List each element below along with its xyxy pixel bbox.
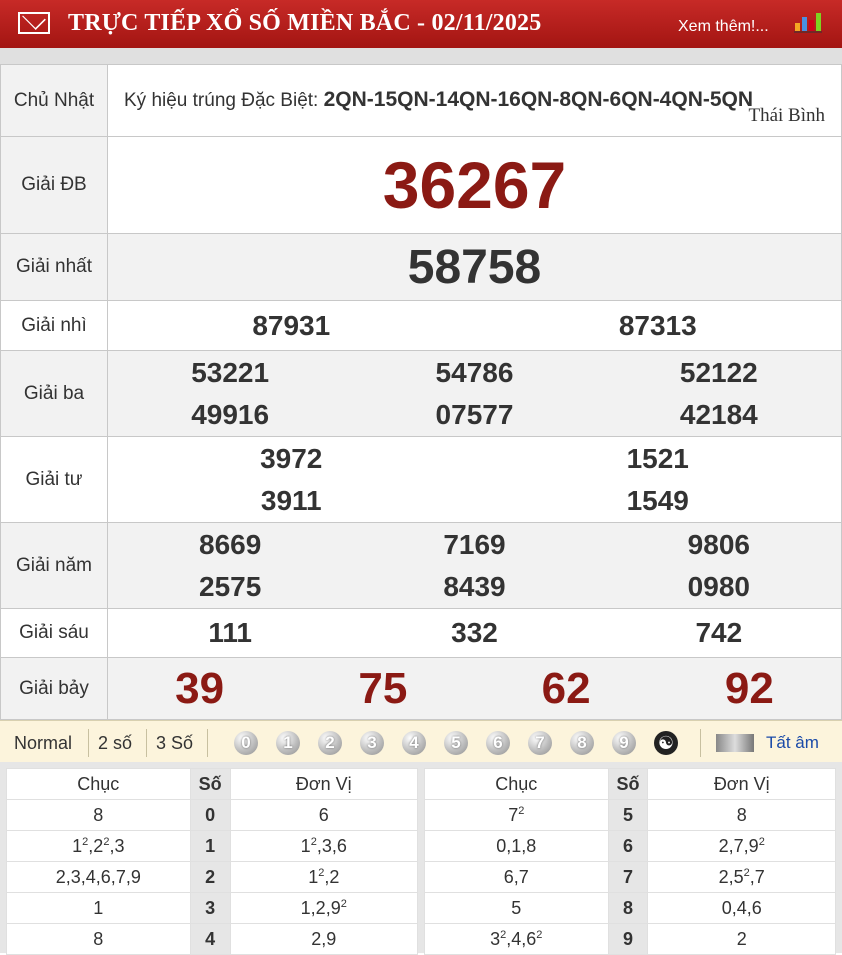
prize-g7-cell (108, 658, 842, 720)
loto-left-body (7, 800, 418, 955)
province-label: Thái Bình (748, 105, 825, 126)
loto-so-cell: 8 (608, 893, 648, 924)
special-code-cell (108, 65, 842, 137)
prize-g3-cell (108, 351, 842, 437)
prize-label-g2: Giải nhì (1, 301, 108, 351)
digit-ball-8[interactable]: 8 (570, 731, 594, 755)
two-digit-option[interactable]: 2 số (98, 733, 133, 753)
loto-so-cell: 5 (608, 800, 648, 831)
prize-g5-number: 9806 (687, 528, 750, 560)
loto-so-cell: 4 (190, 924, 230, 955)
special-code-value: 2QN-15QN-14QN-16QN-8QN-6QN-4QN-5QN (323, 88, 754, 111)
loto-row (425, 862, 836, 893)
prize-label-g3: Giải ba (1, 351, 108, 437)
prize-g2-number: 87931 (252, 309, 331, 341)
toolbar-divider (88, 729, 89, 757)
prize-g6-number: 742 (695, 617, 743, 648)
digit-ball-2[interactable]: 2 (318, 731, 342, 755)
loto-chuc-cell: $3^2,4,6^2$ (425, 924, 609, 955)
yin-yang-icon[interactable]: ☯ (654, 731, 678, 755)
loto-chuc-cell: 1 (7, 893, 191, 924)
prize-g5-number: 8439 (443, 570, 506, 602)
so-header: Số (608, 769, 648, 800)
prize-g4-number: 3911 (260, 484, 322, 516)
loto-row (7, 924, 418, 955)
loto-so-cell: 7 (608, 862, 648, 893)
prize-label-g7: Giải bảy (1, 658, 108, 720)
page-title: TRỰC TIẾP XỔ SỐ MIỀN BẮC - 02/11/2025 (68, 10, 542, 36)
loto-row (7, 862, 418, 893)
loto-row (7, 831, 418, 862)
loto-so-cell: 3 (190, 893, 230, 924)
loto-chuc-cell: $7^2$ (425, 800, 609, 831)
special-code-label: Ký hiệu trúng Đặc Biệt: (124, 90, 324, 111)
loto-row (425, 800, 836, 831)
toolbar-divider (207, 729, 208, 757)
chuc-header: Chục (7, 769, 191, 800)
loto-donvi-cell: $1^2,3,6$ (230, 831, 417, 862)
loto-donvi-cell: 2,9 (230, 924, 417, 955)
prize-g7-number: 75 (358, 663, 408, 713)
prize-g6-number: 111 (208, 617, 252, 648)
digit-ball-7[interactable]: 7 (528, 731, 552, 755)
loto-row (425, 924, 836, 955)
loto-so-cell: 9 (608, 924, 648, 955)
prize-g5-number: 0980 (687, 570, 750, 602)
prize-g1-number: 58758 (108, 234, 842, 301)
loto-donvi-cell: 0,4,6 (648, 893, 836, 924)
prize-g3-number: 49916 (191, 398, 270, 430)
prize-g3-number: 54786 (435, 356, 514, 388)
loto-donvi-cell: 2,7,9$^2$ (648, 831, 836, 862)
loto-chuc-cell: 8 (7, 800, 191, 831)
sound-icon[interactable] (716, 734, 754, 752)
digit-ball-0[interactable]: 0 (234, 731, 258, 755)
prize-g4-cell (108, 437, 842, 523)
digit-ball-5[interactable]: 5 (444, 731, 468, 755)
prize-label-g5: Giải năm (1, 523, 108, 609)
so-header: Số (190, 769, 230, 800)
loto-so-cell: 6 (608, 831, 648, 862)
prize-g5-number: 7169 (443, 528, 506, 560)
prize-label-g6: Giải sáu (1, 609, 108, 658)
loto-donvi-cell: 8 (648, 800, 836, 831)
loto-row (7, 800, 418, 831)
digit-ball-6[interactable]: 6 (486, 731, 510, 755)
mail-icon (18, 12, 50, 34)
prize-g5-number: 8669 (199, 528, 262, 560)
prize-g7-number: 62 (541, 663, 591, 713)
bar-chart-icon[interactable] (793, 9, 823, 33)
loto-chuc-cell: 6,7 (425, 862, 609, 893)
loto-chuc-cell: 8 (7, 924, 191, 955)
three-digit-option[interactable]: 3 Số (156, 733, 194, 753)
loto-chuc-cell: $1^2,2^2,3$ (7, 831, 191, 862)
loto-row (7, 893, 418, 924)
loto-table-right (424, 768, 836, 955)
prize-db-number: 36267 (108, 137, 842, 234)
loto-row (425, 893, 836, 924)
prize-label-db: Giải ĐB (1, 137, 108, 234)
header-bar (0, 0, 842, 48)
donvi-header: Đơn Vị (230, 769, 417, 800)
prize-g6-cell (108, 609, 842, 658)
loto-chuc-cell: 2,3,4,6,7,9 (7, 862, 191, 893)
header-divider (0, 48, 842, 64)
mute-all-button[interactable]: Tất âm (766, 733, 819, 752)
loto-table-left (6, 768, 418, 955)
loto-donvi-cell: 6 (230, 800, 417, 831)
prize-g6-number: 332 (451, 617, 498, 648)
loto-donvi-cell: $2,5^2,7$ (648, 862, 836, 893)
loto-row (425, 831, 836, 862)
toolbar-divider (700, 729, 701, 757)
prize-g4-number: 3972 (260, 442, 323, 474)
loto-donvi-cell: 2 (648, 924, 836, 955)
prize-g7-number: 92 (724, 663, 774, 713)
prize-g3-number: 52122 (679, 356, 758, 388)
digit-ball-9[interactable]: 9 (612, 731, 636, 755)
loto-donvi-cell: 1,2,9$^2$ (230, 893, 417, 924)
prize-g3-number: 42184 (679, 398, 758, 430)
results-table (0, 64, 842, 720)
loto-chuc-cell: 5 (425, 893, 609, 924)
prize-g5-cell (108, 523, 842, 609)
prize-g7-number: 39 (175, 663, 225, 713)
prize-g3-number: 07577 (435, 398, 514, 430)
prize-g5-number: 2575 (199, 570, 262, 602)
loto-chuc-cell: 0,1,8 (425, 831, 609, 862)
chuc-header: Chục (425, 769, 609, 800)
day-label: Chủ Nhật (1, 65, 108, 137)
loto-so-cell: 0 (190, 800, 230, 831)
prize-g4-number: 1549 (626, 484, 689, 516)
digit-ball-4[interactable]: 4 (402, 731, 426, 755)
prize-g4-number: 1521 (626, 442, 689, 474)
prize-label-g4: Giải tư (1, 437, 108, 523)
prize-label-g1: Giải nhất (1, 234, 108, 301)
prize-g3-number: 53221 (191, 356, 270, 388)
digit-ball-3[interactable]: 3 (360, 731, 384, 755)
loto-donvi-cell: $1^2,2$ (230, 862, 417, 893)
donvi-header: Đơn Vị (648, 769, 836, 800)
loto-right-body (425, 800, 836, 955)
digit-ball-1[interactable]: 1 (276, 731, 300, 755)
prize-g2-cell (108, 301, 842, 351)
prize-g2-number: 87313 (618, 309, 697, 341)
toolbar-divider (146, 729, 147, 757)
see-more-link[interactable]: Xem thêm!... (678, 18, 769, 35)
display-toolbar (0, 720, 842, 766)
loto-so-cell: 2 (190, 862, 230, 893)
loto-so-cell: 1 (190, 831, 230, 862)
normal-option[interactable]: Normal (14, 733, 73, 753)
loto-section (0, 762, 842, 953)
